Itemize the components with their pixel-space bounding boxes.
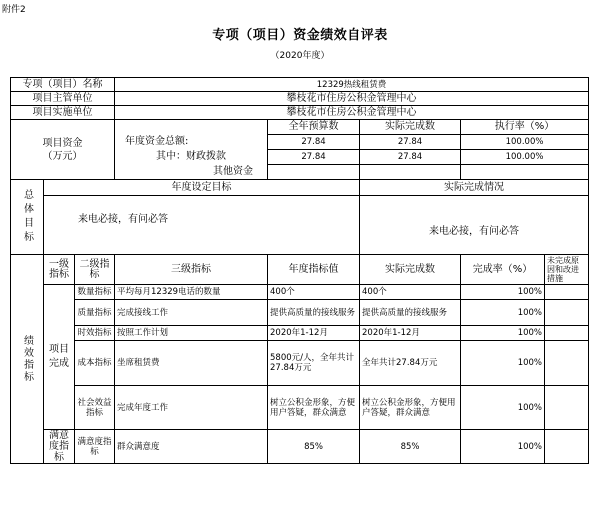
table-row-target: 400个 bbox=[268, 285, 360, 300]
table-row-target: 2020年1-12月 bbox=[268, 326, 360, 341]
col-level2: 二级指标 bbox=[75, 255, 115, 285]
dept-label: 项目主管单位 bbox=[11, 92, 115, 106]
col-level1: 一级指标 bbox=[44, 255, 75, 285]
table-row-level3: 群众满意度 bbox=[115, 430, 268, 464]
table-row-target: 85% bbox=[268, 430, 360, 464]
funds-row-total-label: 年度资金总额: bbox=[115, 135, 268, 150]
funds-row-fiscal-label: 其中：财政拨款 bbox=[115, 150, 268, 165]
table-row-rate: 100% bbox=[461, 341, 545, 386]
funds-col-actual: 实际完成数 bbox=[360, 120, 461, 135]
table-row-level2: 数量指标 bbox=[75, 285, 115, 300]
funds-label: 项目资金 （万元） bbox=[11, 120, 115, 180]
table-row-level3: 按照工作计划 bbox=[115, 326, 268, 341]
table-row-rate: 100% bbox=[461, 285, 545, 300]
table-row-rate: 100% bbox=[461, 386, 545, 430]
table-row-level3: 坐席租赁费 bbox=[115, 341, 268, 386]
funds-row-total-rate: 100.00% bbox=[461, 135, 589, 150]
funds-col-rate: 执行率（%） bbox=[461, 120, 589, 135]
funds-row-fiscal-rate: 100.00% bbox=[461, 150, 589, 165]
table-row-level2: 社会效益指标 bbox=[75, 386, 115, 430]
attachment-label: 附件2 bbox=[2, 5, 26, 15]
table-row-reason bbox=[545, 326, 589, 341]
table-row-level2: 质量指标 bbox=[75, 300, 115, 326]
funds-row-other-actual bbox=[360, 165, 461, 180]
table-row-target: 树立公积金形象，方便用户答疑，群众满意 bbox=[268, 386, 360, 430]
funds-row-fiscal-actual: 27.84 bbox=[360, 150, 461, 165]
funds-col-budget: 全年预算数 bbox=[268, 120, 360, 135]
table-row-reason bbox=[545, 430, 589, 464]
col-rate: 完成率（%） bbox=[461, 255, 545, 285]
group-output: 项目完成 bbox=[44, 285, 75, 430]
col-target: 年度指标值 bbox=[268, 255, 360, 285]
goals-planned: 来电必接，有问必答 bbox=[44, 196, 360, 255]
group-satisfaction: 满意度指标 bbox=[44, 430, 75, 464]
table-row-reason bbox=[545, 386, 589, 430]
funds-header-empty bbox=[115, 120, 268, 135]
table-row-level3: 完成接线工作 bbox=[115, 300, 268, 326]
funds-row-other-budget bbox=[268, 165, 360, 180]
col-reason: 未完成原因和改进措施 bbox=[545, 255, 589, 285]
project-name-label: 专项（项目）名称 bbox=[11, 78, 115, 92]
page-title: 专项（项目）资金绩效自评表 bbox=[212, 28, 388, 43]
impl-value: 攀枝花市住房公积金管理中心 bbox=[115, 106, 589, 120]
table-row-rate: 100% bbox=[461, 326, 545, 341]
table-row-actual: 全年共计27.84万元 bbox=[360, 341, 461, 386]
goals-label: 总体目标 bbox=[11, 180, 44, 255]
col-actual: 实际完成数 bbox=[360, 255, 461, 285]
table-row-reason bbox=[545, 300, 589, 326]
dept-value: 攀枝花市住房公积金管理中心 bbox=[115, 92, 589, 106]
table-row-level2: 时效指标 bbox=[75, 326, 115, 341]
funds-row-total-budget: 27.84 bbox=[268, 135, 360, 150]
goals-actual: 来电必接，有问必答 bbox=[360, 196, 589, 255]
table-row-rate: 100% bbox=[461, 430, 545, 464]
table-row-reason bbox=[545, 341, 589, 386]
funds-row-other-label: 其他资金 bbox=[115, 165, 268, 180]
table-row-level3: 平均每月12329电话的数量 bbox=[115, 285, 268, 300]
table-row-actual: 85% bbox=[360, 430, 461, 464]
table-row-actual: 400个 bbox=[360, 285, 461, 300]
goals-col-actual: 实际完成情况 bbox=[360, 180, 589, 196]
impl-label: 项目实施单位 bbox=[11, 106, 115, 120]
funds-row-fiscal-budget: 27.84 bbox=[268, 150, 360, 165]
report-year: （2020年度） bbox=[270, 51, 330, 61]
table-row-level2: 满意度指标 bbox=[75, 430, 115, 464]
table-row-target: 提供高质量的接线服务 bbox=[268, 300, 360, 326]
table-row-actual: 树立公积金形象，方便用户答疑，群众满意 bbox=[360, 386, 461, 430]
goals-col-planned: 年度设定目标 bbox=[44, 180, 360, 196]
funds-row-other-rate bbox=[461, 165, 589, 180]
col-level3: 三级指标 bbox=[115, 255, 268, 285]
table-row-level3: 完成年度工作 bbox=[115, 386, 268, 430]
table-row-actual: 2020年1-12月 bbox=[360, 326, 461, 341]
table-row-level2: 成本指标 bbox=[75, 341, 115, 386]
performance-label: 绩效指标 bbox=[11, 255, 44, 464]
evaluation-table bbox=[10, 77, 589, 464]
project-name: 12329热线租赁费 bbox=[115, 78, 589, 92]
table-row-target: 5800元/人，全年共计27.84万元 bbox=[268, 341, 360, 386]
table-row-rate: 100% bbox=[461, 300, 545, 326]
table-row-actual: 提供高质量的接线服务 bbox=[360, 300, 461, 326]
funds-row-total-actual: 27.84 bbox=[360, 135, 461, 150]
table-row-reason bbox=[545, 285, 589, 300]
